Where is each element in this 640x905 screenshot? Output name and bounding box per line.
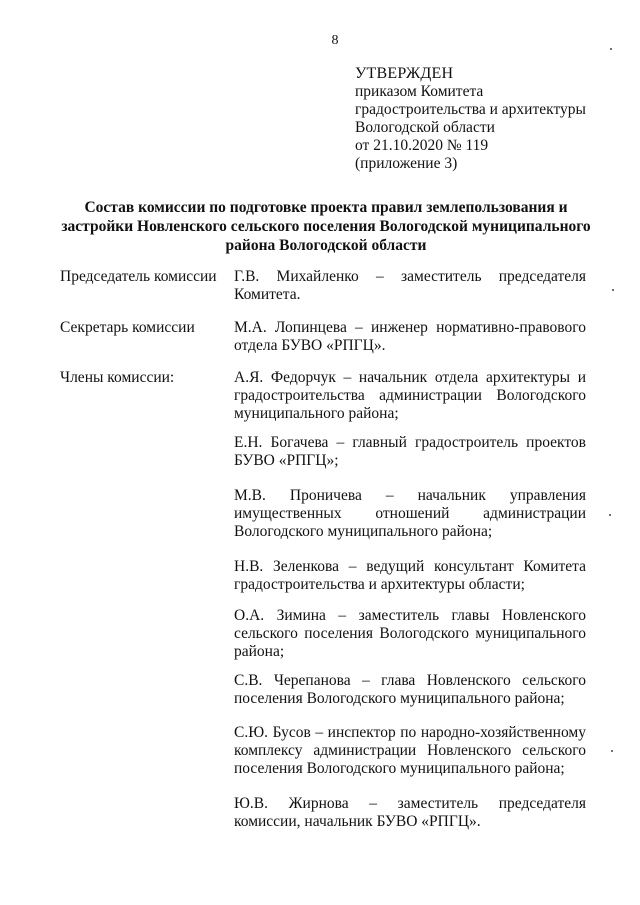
- entry-line: Комитета.: [234, 286, 301, 303]
- entry-line: О.А. Зимина – заместитель главы Новленского: [234, 607, 586, 624]
- entry-line: района;: [234, 643, 285, 660]
- member-entry: [234, 558, 586, 594]
- entry-line: отдела БУВО «РПГЦ».: [234, 337, 386, 354]
- approval-block: [355, 65, 625, 173]
- title-line: застройки Новленского сельского поселения Вологодской муниципального: [61, 218, 591, 235]
- approval-line: приказом Комитета: [355, 83, 484, 100]
- approval-appendix-line: (приложение 3): [355, 155, 458, 172]
- member-entry: [234, 487, 586, 541]
- scan-speck: [611, 750, 613, 752]
- entry-line: муниципального района;: [234, 405, 399, 422]
- entry-line: М.А. Лопинцева – инженер нормативно-правового: [234, 319, 586, 336]
- entry-line: С.Ю. Бусов – инспектор по народно-хозяйственному: [234, 724, 586, 741]
- role-label-secretary: Секретарь комиссии: [60, 319, 195, 336]
- title-line: Состав комиссии по подготовке проекта правил землепользования и: [84, 199, 568, 216]
- member-entry-chair: [234, 268, 586, 304]
- member-entry: [234, 607, 586, 661]
- member-entry: [234, 795, 586, 831]
- member-entry: [234, 724, 586, 778]
- entry-line: Ю.В. Жирнова – заместитель председателя: [234, 795, 586, 812]
- scan-speck: [609, 514, 611, 516]
- entry-line: Н.В. Зеленкова – ведущий консультант Комитета: [234, 558, 586, 575]
- approval-line: градостроительства и архитектуры: [355, 101, 586, 118]
- entry-line: Е.Н. Богачева – главный градостроитель проектов: [234, 434, 586, 451]
- entry-line: С.В. Черепанова – глава Новленского сельского: [234, 672, 586, 689]
- member-entry-secretary: [234, 319, 586, 355]
- entry-line: градостроительства и архитектуры области;: [234, 576, 525, 593]
- entry-line: БУВО «РПГЦ»;: [234, 452, 339, 469]
- document-title: [56, 198, 596, 255]
- entry-line: комплексу администрации Новленского сельского: [234, 742, 586, 759]
- entry-line: Вологодского муниципального района;: [234, 523, 493, 540]
- member-entry: [234, 369, 586, 423]
- entry-line: А.Я. Федорчук – начальник отдела архитектуры и: [234, 369, 586, 386]
- scan-speck: [612, 289, 614, 291]
- member-entry: [234, 672, 586, 708]
- entry-line: градостроительства администрации Вологодского: [234, 387, 586, 404]
- entry-line: комиссии, начальник БУВО «РПГЦ».: [234, 813, 481, 830]
- entry-line: поселения Вологодского муниципального района;: [234, 690, 565, 707]
- entry-line: Г.В. Михайленко – заместитель председателя: [234, 268, 586, 285]
- entry-line: имущественных отношений администрации: [234, 505, 586, 522]
- scan-speck: [610, 48, 612, 50]
- member-entry: [234, 434, 586, 470]
- approval-line: Вологодской области: [355, 119, 495, 136]
- approval-date-line: от 21.10.2020 № 119: [355, 137, 489, 154]
- role-label-chair: Председатель комиссии: [60, 268, 217, 285]
- title-line: района Вологодской области: [225, 237, 427, 254]
- entry-line: сельского поселения Вологодского муниципального: [234, 625, 586, 642]
- entry-line: М.В. Проничева – начальник управления: [234, 487, 586, 504]
- approval-heading: УТВЕРЖДЕН: [355, 65, 454, 82]
- entry-line: поселения Вологодского муниципального района;: [234, 760, 565, 777]
- page-number: 8: [331, 33, 339, 48]
- role-label-members: Члены комиссии:: [60, 369, 175, 386]
